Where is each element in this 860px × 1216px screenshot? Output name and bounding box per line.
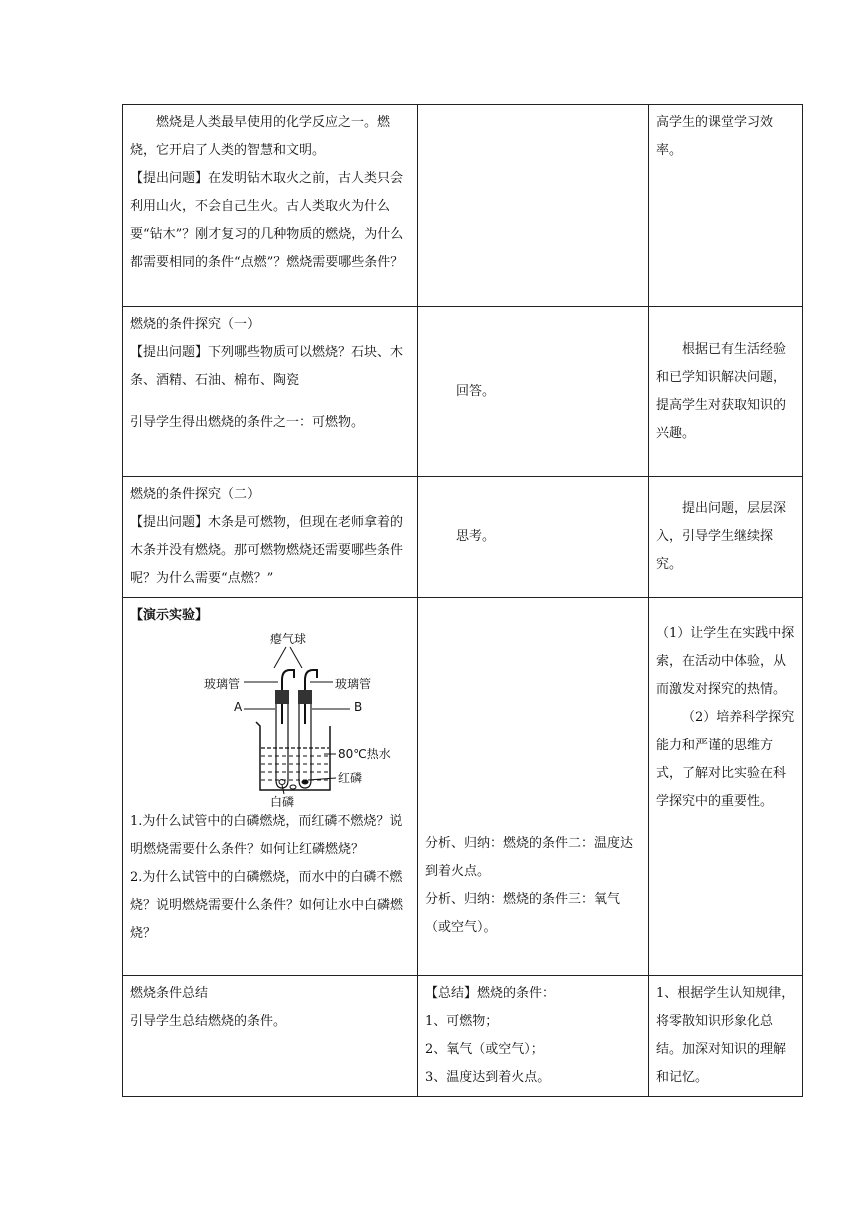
question-1: 1.为什么试管中的白磷燃烧，而红磷不燃烧？说明燃烧需要什么条件？如何让红磷燃烧？ xyxy=(130,814,403,857)
guide-paragraph: 引导学生总结燃烧的条件。 xyxy=(130,1014,287,1029)
summary-heading: 【总结】燃烧的条件： xyxy=(425,986,556,1001)
design-purpose-cell xyxy=(649,105,803,307)
teacher-activity-cell xyxy=(123,105,418,307)
tube-b-label: B xyxy=(354,700,363,714)
hot-water xyxy=(261,748,329,780)
design-purpose-cell xyxy=(649,976,803,1097)
tube-a-label: A xyxy=(234,700,243,714)
guide-paragraph: 引导学生得出燃烧的条件之一：可燃物。 xyxy=(130,415,365,430)
experiment-diagram xyxy=(202,630,391,809)
question-paragraph: 【提出问题】下列哪些物质可以燃烧？石块、木条、酒精、石油、棉布、陶瓷 xyxy=(130,345,404,388)
design-purpose-cell xyxy=(649,307,803,477)
question-2: 2.为什么试管中的白磷燃烧，而水中的白磷不燃烧？说明燃烧需要什么条件？如何让水中白磷燃烧？ xyxy=(130,870,404,941)
label-pointer xyxy=(308,778,336,780)
label-pointer xyxy=(274,647,286,668)
design-purpose-cell xyxy=(649,477,803,598)
balloon-label: 瘪气球 xyxy=(270,632,307,646)
summary-item: 2、氧气（或空气）； xyxy=(425,1042,544,1057)
table-row xyxy=(123,477,803,598)
purpose-text: 高学生的课堂学习效率。 xyxy=(656,115,774,158)
question-paragraph: 【提出问题】木条是可燃物，但现在老师拿着的木条并没有燃烧。那可燃物燃烧还需要哪些条件呢？为什么需要“点燃？” xyxy=(130,515,404,586)
purpose-text: 根据已有生活经验和已学知识解决问题，提高学生对获取知识的兴趣。 xyxy=(656,341,787,441)
red-phosphorus-sample xyxy=(302,780,309,785)
white-phosphorus-label: 白磷 xyxy=(270,795,295,809)
student-response: 回答。 xyxy=(456,383,496,399)
design-purpose-cell xyxy=(649,598,803,976)
summary-item: 1、可燃物； xyxy=(425,1014,499,1029)
analysis-condition-3: 分析、归纳：燃烧的条件三：氧气（或空气）。 xyxy=(425,892,621,935)
student-activity-cell xyxy=(418,598,649,976)
teacher-activity-cell xyxy=(123,598,418,976)
question-paragraph: 【提出问题】在发明钻木取火之前，古人类只会利用山火，不会自己生火。古人类取火为什么要“钻木”？刚才复习的几种物质的燃烧，为什么都需要相同的条件“点燃”？燃烧需要哪些条件？ xyxy=(130,171,404,270)
section-heading: 燃烧的条件探究（二） xyxy=(130,487,261,502)
teacher-activity-cell xyxy=(123,976,418,1097)
student-activity-cell xyxy=(418,477,649,598)
glass-tube-label-left: 玻璃管 xyxy=(204,677,241,691)
section-heading: 燃烧的条件探究（一） xyxy=(130,317,261,332)
white-phosphorus-in-water xyxy=(290,785,296,789)
section-heading: 【演示实验】 xyxy=(130,608,209,623)
stopper-right xyxy=(298,690,312,704)
analysis-condition-2: 分析、归纳：燃烧的条件二：温度达到着火点。 xyxy=(425,836,634,879)
glass-tube-label-right: 玻璃管 xyxy=(335,677,372,691)
stopper-left xyxy=(275,690,289,704)
purpose-text: 提出问题，层层深入，引导学生继续探究。 xyxy=(656,501,787,572)
student-response: 思考。 xyxy=(456,529,496,544)
student-activity-cell xyxy=(418,976,649,1097)
summary-item: 3、温度达到着火点。 xyxy=(425,1070,551,1085)
table-row xyxy=(123,307,803,477)
table-row xyxy=(123,598,803,976)
teacher-activity-cell xyxy=(123,307,418,477)
intro-paragraph: 燃烧是人类最早使用的化学反应之一。燃烧，它开启了人类的智慧和文明。 xyxy=(130,115,391,158)
table-row xyxy=(123,105,803,307)
hot-water-label: 80℃热水 xyxy=(338,747,391,761)
student-activity-cell xyxy=(418,105,649,307)
purpose-text: 1、根据学生认知规律，将零散知识形象化总结。加深对知识的理解和记忆。 xyxy=(656,986,795,1085)
label-pointer xyxy=(290,647,302,668)
lesson-plan-table xyxy=(122,104,803,1097)
student-activity-cell xyxy=(418,307,649,477)
table-row xyxy=(123,976,803,1097)
section-heading: 燃烧条件总结 xyxy=(130,986,209,1001)
purpose-text: （2）培养科学探究能力和严谨的思维方式，了解对比实验在科学探究中的重要性。 xyxy=(656,710,795,809)
teacher-activity-cell xyxy=(123,477,418,598)
purpose-text: （1）让学生在实践中探索，在活动中体验，从而激发对探究的热情。 xyxy=(656,626,795,697)
red-phosphorus-label: 红磷 xyxy=(338,771,363,785)
